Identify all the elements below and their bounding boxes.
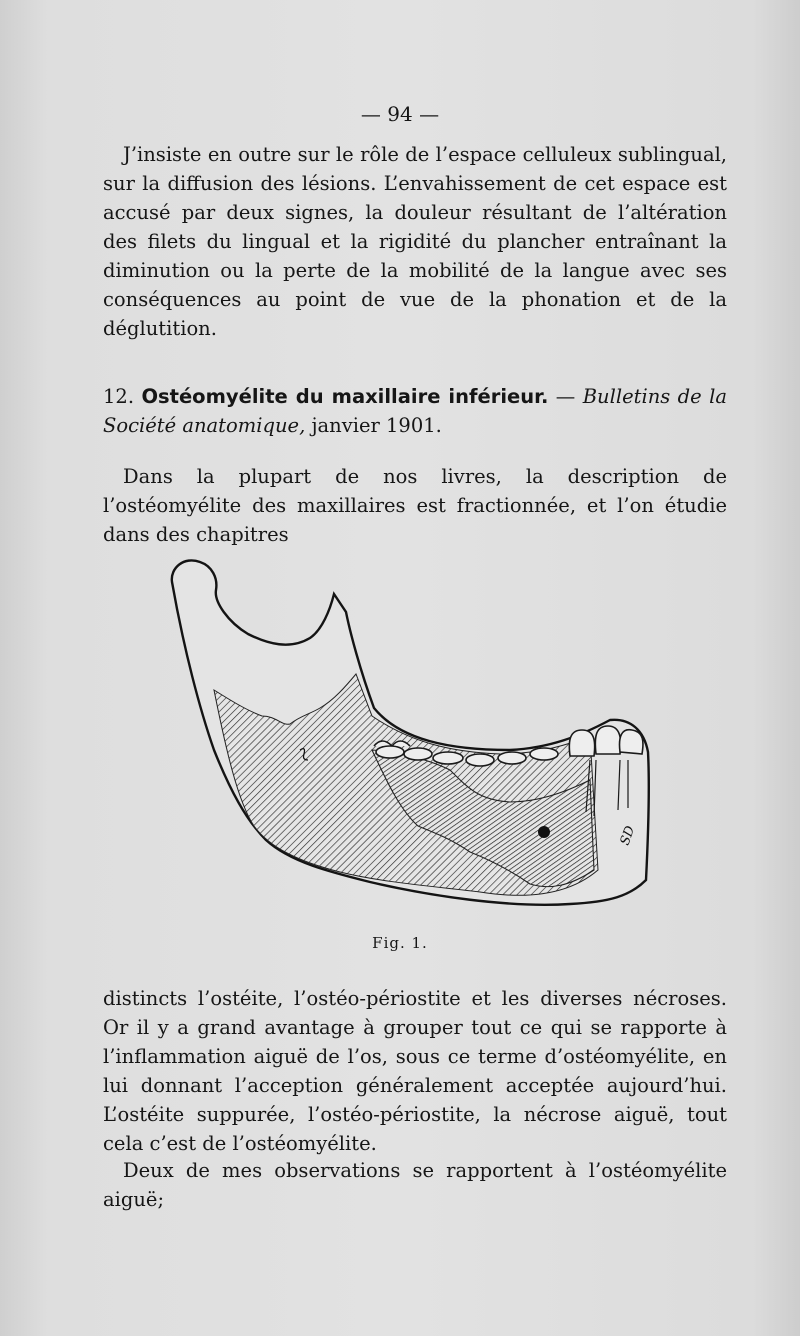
section-number: 12. [103,385,135,408]
section-dash: — [548,385,583,408]
paragraph-sublingual: J’insiste en outre sur le rôle de l’espace celluleux sublingual, sur la diffusion des lésions. L’envahissement de cet espace est accusé par deux signes, la douleur résultant de l’altération des filets du lingual et la rigidité du plancher entraînant la diminution ou la perte de la mobilité de la langue avec ses conséquences au point de vue de la phonation et de la déglutition. [103,143,727,340]
paragraph-intro: Dans la plupart de nos livres, la description de l’ostéomyélite des maxillaires est fractionnée, et l’on étudie dans des chapitres [103,465,727,546]
page-number: — 94 — [360,102,440,126]
section-title: Ostéomyélite du maxillaire inférieur. [141,385,549,408]
figure-label: SD [617,824,639,848]
figure-caption: Fig. 1. [372,934,428,952]
paragraph-continuation: distincts l’ostéite, l’ostéo-périostite et les diverses nécroses. Or il y a grand avantage à grouper tout ce qui se rapporte à l’inflammation aiguë de l’os, sous ce terme d’ostéomyélite, en lui donnant l’acception généralement acceptée aujourd’hui. L’ostéite suppurée, l’ostéo-périostite, la nécrose aiguë, tout cela c’est de l’ostéomyélite. [103,987,727,1155]
section-source: Bulletins de la Société anatomique, [103,385,727,437]
paragraph-last-line: Deux de mes observations se rapportent à l’ostéomyélite aiguë; [103,1159,727,1211]
section-date: janvier 1901. [305,414,442,437]
section-heading [103,382,727,440]
mandible-illustration [150,540,670,930]
